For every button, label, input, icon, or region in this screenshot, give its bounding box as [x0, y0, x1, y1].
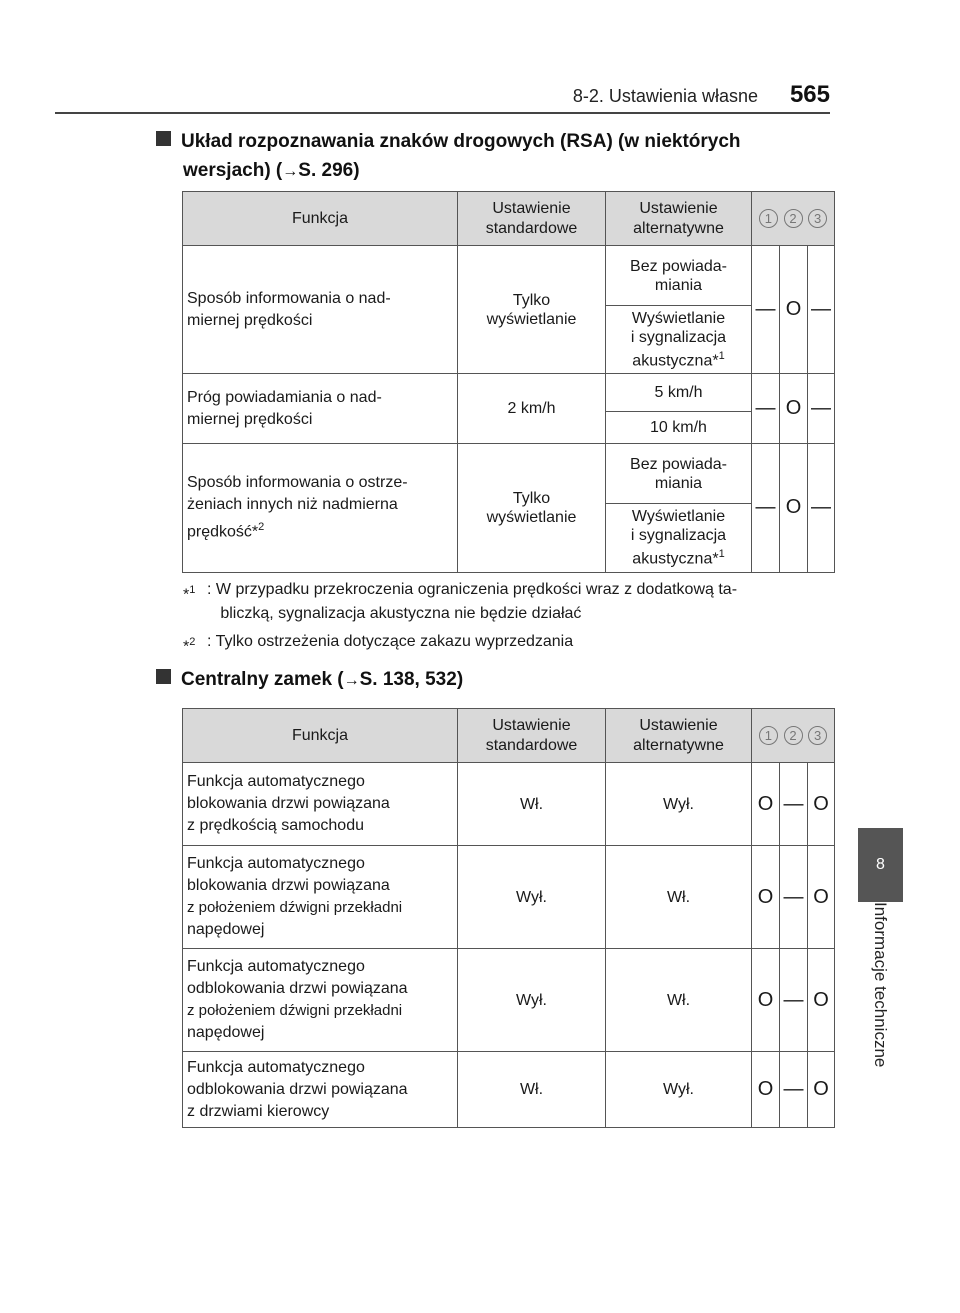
- chapter-label-container: [858, 902, 903, 1112]
- default-value-cell: Wył.: [458, 949, 606, 1052]
- footnote-1: *$^1$ : W przypadku przekroczenia ograniczenia prędkości wraz z dodatkową ta- bliczką, sygnalizacja akustyczna nie będzie działać: [183, 581, 738, 622]
- method-3-icon: 3: [808, 209, 827, 228]
- method-1-icon: 1: [759, 726, 778, 745]
- header-function: Funkcja: [183, 709, 458, 763]
- header-alternative: Ustawienie alternatywne: [606, 192, 752, 246]
- alt-value-cell: Wł.: [606, 846, 752, 949]
- arrow-right-icon: →: [282, 163, 299, 180]
- page-reference-link[interactable]: S. 296): [298, 160, 360, 181]
- section-title-line1: Układ rozpoznawania znaków drogowych (RSA) (w niektórych: [181, 131, 741, 152]
- default-value-cell: Wył.: [458, 846, 606, 949]
- table-row: [183, 444, 835, 504]
- alt-value-cell: Wł.: [606, 949, 752, 1052]
- method-3-mark: —: [808, 246, 835, 374]
- page-reference-link[interactable]: S. 138, 532): [359, 669, 464, 690]
- function-cell: Funkcja automatycznego odblokowania drzwi powiązana z drzwiami kierowcy: [183, 1052, 458, 1128]
- method-1-mark: —: [752, 444, 780, 572]
- method-2-mark: O: [780, 444, 808, 572]
- header-customize-methods: [752, 709, 835, 763]
- default-value-cell: Tylko wyświetlanie: [458, 444, 606, 572]
- section-breadcrumb: 8-2. Ustawienia własne: [572, 86, 758, 106]
- method-2-mark: —: [780, 949, 808, 1052]
- alt-value-cell: 5 km/h: [606, 374, 752, 412]
- chapter-number: 8: [876, 856, 885, 873]
- method-1-mark: O: [752, 846, 780, 949]
- section-title-line1: Centralny zamek (: [181, 669, 344, 690]
- alt-value-cell: 10 km/h: [606, 412, 752, 444]
- method-3-mark: —: [808, 374, 835, 444]
- header-default: Ustawienie standardowe: [458, 709, 606, 763]
- default-value-cell: 2 km/h: [458, 374, 606, 444]
- function-cell: Funkcja automatycznego blokowania drzwi powiązana z położeniem dźwigni przekładni napędowej: [183, 846, 458, 949]
- function-cell: Sposób informowania o nad- miernej prędkości: [183, 246, 458, 374]
- header-customize-methods: [752, 192, 835, 246]
- method-1-mark: O: [752, 949, 780, 1052]
- bullet-square-icon: [156, 669, 171, 684]
- header-function: Funkcja: [183, 192, 458, 246]
- table-row: [183, 246, 835, 306]
- method-2-mark: —: [780, 763, 808, 846]
- alt-value-cell: Bez powiada- miania: [606, 246, 752, 306]
- method-3-mark: O: [808, 846, 835, 949]
- function-cell: Funkcja automatycznego blokowania drzwi powiązana z prędkością samochodu: [183, 763, 458, 846]
- method-3-mark: O: [808, 763, 835, 846]
- method-3-icon: 3: [808, 726, 827, 745]
- section-title-rsa: [183, 127, 833, 186]
- method-2-mark: —: [780, 1052, 808, 1128]
- central-lock-settings-table: [182, 708, 835, 1128]
- table-header-row: [183, 192, 835, 246]
- chapter-label: Informacje techniczne: [871, 902, 890, 1068]
- method-3-mark: O: [808, 949, 835, 1052]
- method-2-icon: 2: [784, 726, 803, 745]
- method-2-mark: O: [780, 246, 808, 374]
- table-row: [183, 846, 835, 949]
- method-3-mark: —: [808, 444, 835, 572]
- section-title-line2: wersjach) (: [183, 160, 283, 181]
- method-1-mark: O: [752, 1052, 780, 1128]
- footnote-2: *$^2$ : Tylko ostrzeżenia dotyczące zakazu wyprzedzania: [183, 633, 574, 656]
- arrow-right-icon: →: [343, 672, 360, 689]
- function-cell: Funkcja automatycznego odblokowania drzwi powiązana z położeniem dźwigni przekładni napędowej: [183, 949, 458, 1052]
- alt-value-cell: Wył.: [606, 763, 752, 846]
- page-header: [55, 78, 830, 114]
- header-default: Ustawienie standardowe: [458, 192, 606, 246]
- section-title-central-lock: [183, 665, 833, 695]
- method-1-mark: —: [752, 246, 780, 374]
- method-1-mark: O: [752, 763, 780, 846]
- alt-value-cell: Wyświetlanie i sygnalizacja akustyczna*$^1$: [606, 306, 752, 374]
- table-row: [183, 949, 835, 1052]
- table-row: [183, 763, 835, 846]
- table-header-row: [183, 709, 835, 763]
- default-value-cell: Wł.: [458, 1052, 606, 1128]
- function-cell: Próg powiadamiania o nad- miernej prędkości: [183, 374, 458, 444]
- rsa-settings-table: [182, 191, 835, 573]
- bullet-square-icon: [156, 131, 171, 146]
- alt-value-cell: Wyświetlanie i sygnalizacja akustyczna*$^1$: [606, 504, 752, 572]
- header-alternative: Ustawienie alternatywne: [606, 709, 752, 763]
- table-row: [183, 374, 835, 412]
- table-row: [183, 1052, 835, 1128]
- alt-value-cell: Bez powiada- miania: [606, 444, 752, 504]
- alt-value-cell: Wył.: [606, 1052, 752, 1128]
- method-1-mark: —: [752, 374, 780, 444]
- chapter-tab[interactable]: [858, 828, 903, 902]
- method-3-mark: O: [808, 1052, 835, 1128]
- method-1-icon: 1: [759, 209, 778, 228]
- default-value-cell: Tylko wyświetlanie: [458, 246, 606, 374]
- page-number: 565: [789, 81, 830, 108]
- method-2-mark: —: [780, 846, 808, 949]
- method-2-icon: 2: [784, 209, 803, 228]
- function-cell: Sposób informowania o ostrze- żeniach innych niż nadmierna prędkość*$^2$: [183, 444, 458, 572]
- method-2-mark: O: [780, 374, 808, 444]
- default-value-cell: Wł.: [458, 763, 606, 846]
